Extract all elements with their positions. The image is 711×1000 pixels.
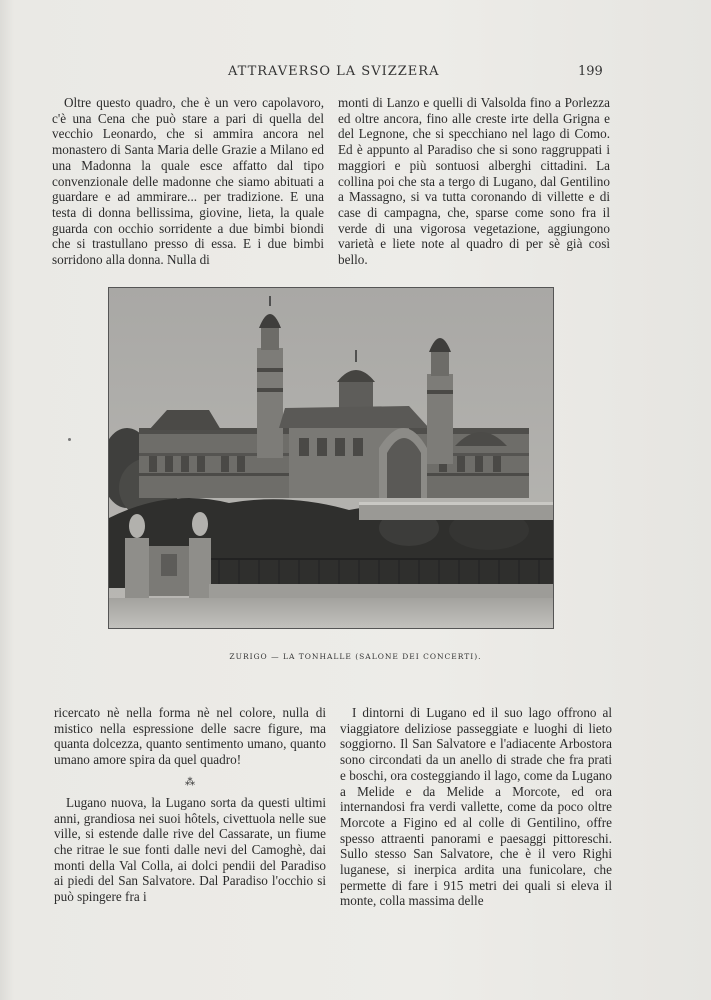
paragraph: Lugano nuova, la Lugano sorta da questi ultimi anni, grandiosa nei suoi hôtels, civettuola nelle sue ville, si estende dalle rive del Cassarate, un fiume che ritrae le sue fonti dalle nevi del Camoghè, dai monti della Val Colla, ai dolci pendii del Paradiso ai piedi del San Salvatore. Dal Paradiso l'occhio si può spingere fra i bbox=[54, 794, 326, 905]
asterism: ⁂ bbox=[185, 776, 195, 788]
paragraph: Oltre questo quadro, che è un vero capolavoro, c'è una Cena che può stare a pari di quella del vecchio Leonardo, che si ammira ancora nel monastero di Santa Maria delle Grazie a Milano ed una Madonna la quale esce affatto dal tipo convenzionale delle madonne che siamo abituati a guardare e ad ammirare... per tradizione. E una testa di donna bellissima, giovine, lieta, la quale guarda con occhio sorridente a due bimbi biondi che si trastullano presso di essa. E i due bimbi sorridono alla donna. Nulla di bbox=[52, 95, 324, 268]
paragraph: I dintorni di Lugano ed il suo lago offrono al viaggiatore deliziose passeggiate e luoghi di lieto soggiorno. Il San Salvatore e l'adiacente Arbostora sono circondati da un anello di strade che fra prati e boschi, ora costeggiando il lago, come da Lugano a Melide e da Melide a Morcote, ed ora internandosi fra verdi vallette, come da poco oltre Morcote a Figino ed al colle di Gentilino, offre spesso attraenti panorami e paesaggi pittoreschi. Sullo stesso San Salvatore, che è il vero Righi luganese, si inerpica ardita una funicolare, che permette di fare i 915 metri dei quali si eleva il monte, colla massima delle bbox=[340, 705, 612, 909]
top-right-column bbox=[338, 95, 610, 268]
tonhalle-photograph bbox=[108, 287, 554, 629]
tonhalle-illustration bbox=[109, 288, 553, 628]
print-speck bbox=[68, 438, 71, 441]
figure-caption: ZURIGO — LA TONHALLE (SALONE DEI CONCERTI). bbox=[229, 652, 482, 661]
page-number: 199 bbox=[578, 64, 603, 79]
top-left-column bbox=[52, 95, 324, 268]
bottom-left-column bbox=[54, 705, 326, 905]
paragraph: ricercato nè nella forma nè nel colore, nulla di mistico nella espressione delle sacre figure, ma quanta dolcezza, quanto sentimento umano, quanto umano amore spira da quel quadro! bbox=[54, 705, 326, 768]
running-title: ATTRAVERSO LA SVIZZERA bbox=[228, 64, 440, 79]
paragraph: monti di Lanzo e quelli di Valsolda fino a Porlezza ed oltre ancora, fino alle creste irte della Grigna e del Legnone, che si specchiano nel lago di Como. Ed è appunto al Paradiso che si sono raggruppati i maggiori e più sontuosi alberghi cittadini. La collina poi che sta a tergo di Lugano, dal Gentilino a Massagno, si va tutta coronando di villette e di case di campagna, che, sparse come sono fra il verde di una vigorosa vegetazione, aggiungono varietà e liete note al quadro di per sè già così bello. bbox=[338, 95, 610, 268]
bottom-right-column bbox=[340, 705, 612, 909]
